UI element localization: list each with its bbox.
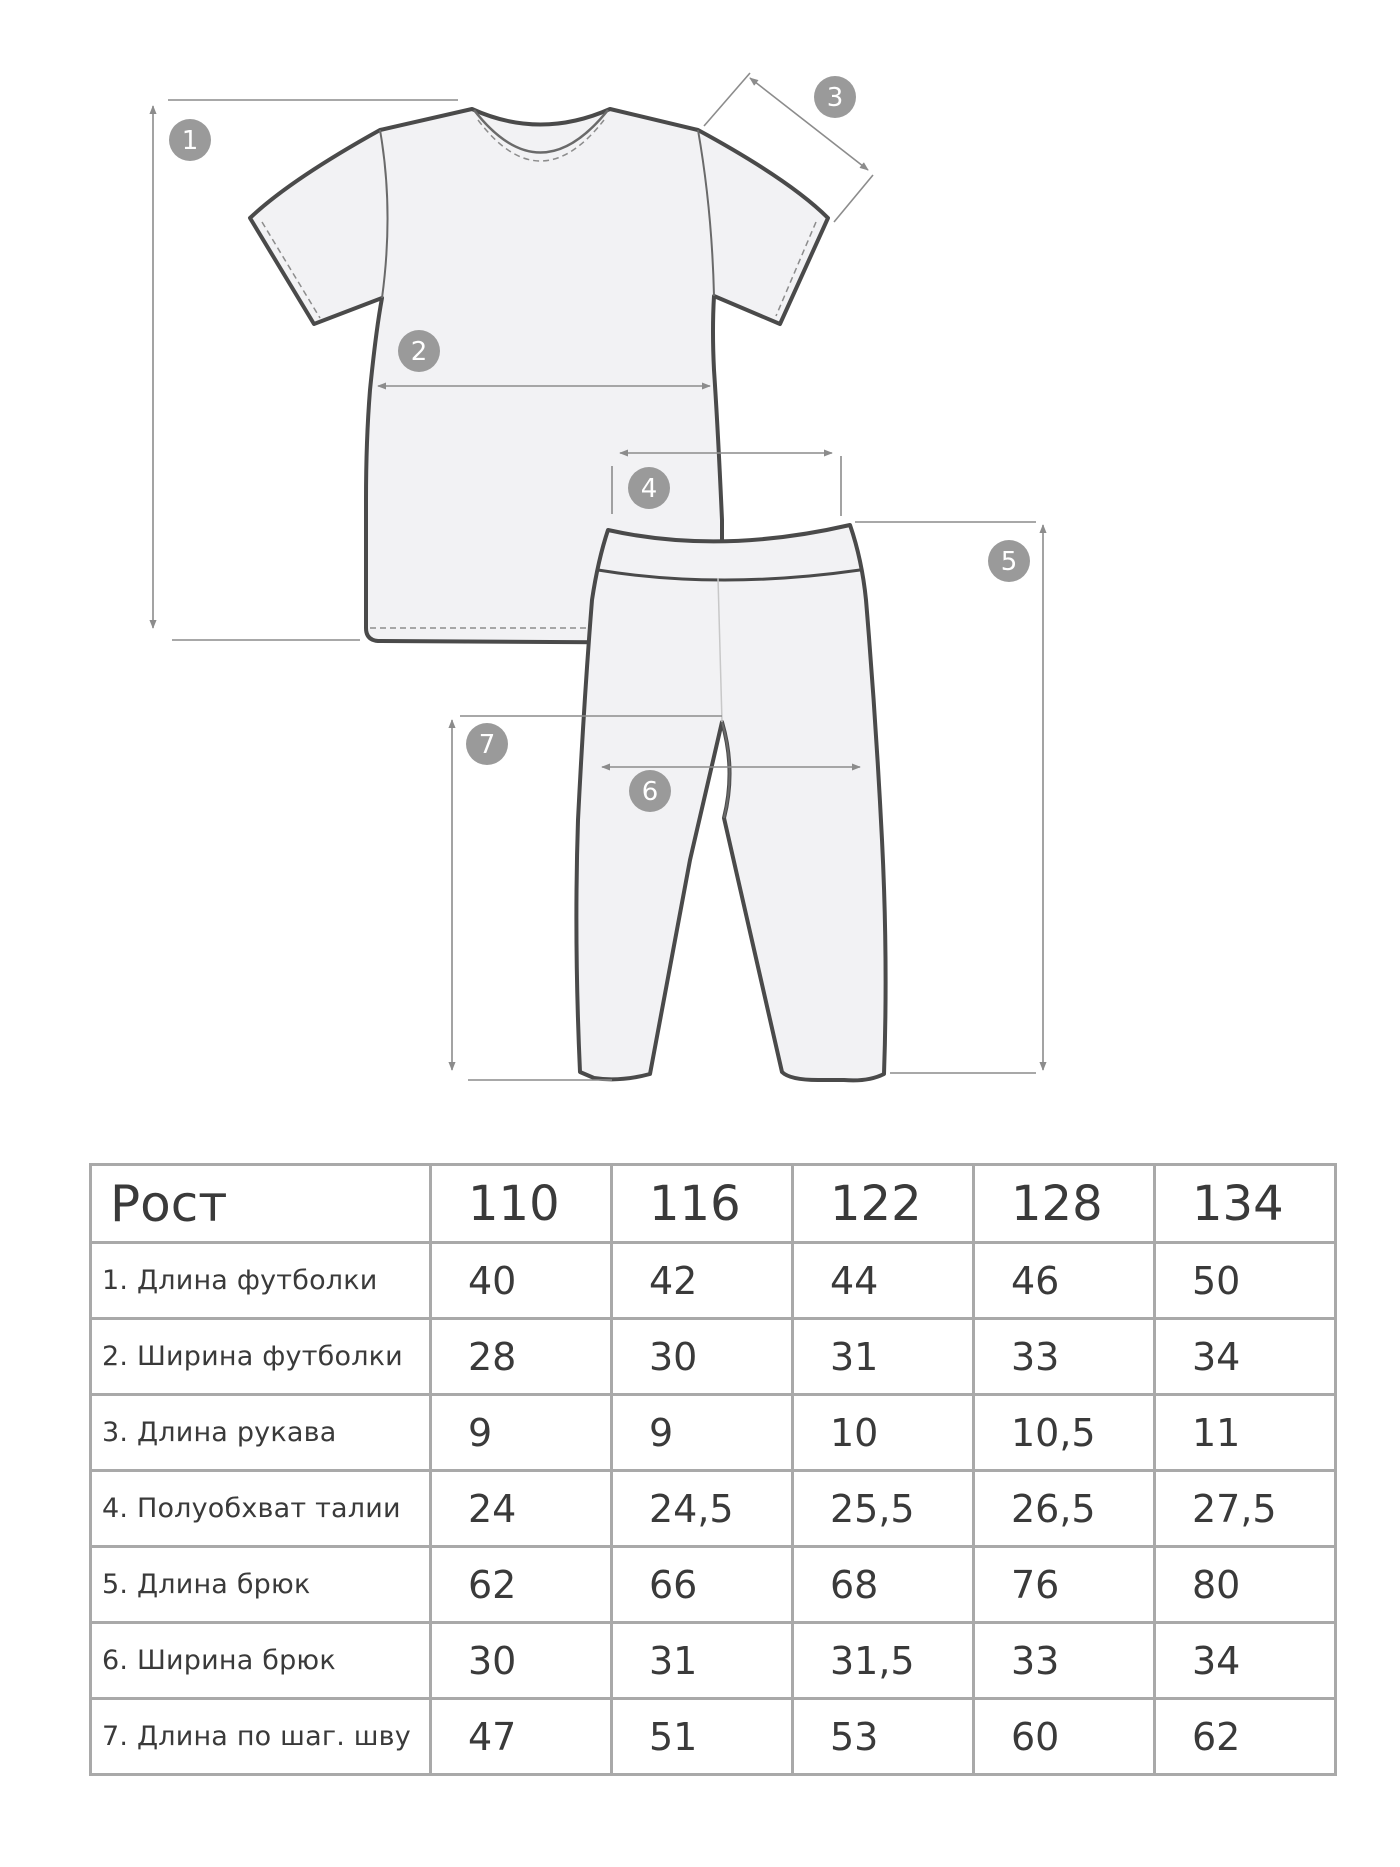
header-size: 128 bbox=[974, 1165, 1155, 1243]
table-cell: 9 bbox=[431, 1395, 612, 1471]
table-cell: 40 bbox=[431, 1243, 612, 1319]
header-size: 134 bbox=[1155, 1165, 1336, 1243]
table-cell: 10 bbox=[793, 1395, 974, 1471]
table-cell: 31 bbox=[793, 1319, 974, 1395]
table-cell: 26,5 bbox=[974, 1471, 1155, 1547]
table-cell: 76 bbox=[974, 1547, 1155, 1623]
row-label: 4. Полуобхват талии bbox=[91, 1471, 431, 1547]
table-cell: 50 bbox=[1155, 1243, 1336, 1319]
table-cell: 42 bbox=[612, 1243, 793, 1319]
table-cell: 53 bbox=[793, 1699, 974, 1775]
badge-2 bbox=[398, 330, 440, 372]
table-row bbox=[91, 1471, 1336, 1547]
table-cell: 9 bbox=[612, 1395, 793, 1471]
table-cell: 51 bbox=[612, 1699, 793, 1775]
svg-text:5: 5 bbox=[1000, 547, 1018, 577]
badge-5 bbox=[988, 540, 1030, 582]
table-cell: 62 bbox=[1155, 1699, 1336, 1775]
table-cell: 31,5 bbox=[793, 1623, 974, 1699]
table-row bbox=[91, 1547, 1336, 1623]
table-cell: 60 bbox=[974, 1699, 1155, 1775]
svg-text:7: 7 bbox=[478, 730, 496, 760]
table-cell: 10,5 bbox=[974, 1395, 1155, 1471]
table-cell: 33 bbox=[974, 1623, 1155, 1699]
row-label: 7. Длина по шаг. шву bbox=[91, 1699, 431, 1775]
table-cell: 34 bbox=[1155, 1319, 1336, 1395]
row-label: 1. Длина футболки bbox=[91, 1243, 431, 1319]
svg-text:2: 2 bbox=[410, 337, 428, 367]
svg-text:1: 1 bbox=[181, 126, 199, 156]
row-label: 5. Длина брюк bbox=[91, 1547, 431, 1623]
table-cell: 25,5 bbox=[793, 1471, 974, 1547]
row-label: 6. Ширина брюк bbox=[91, 1623, 431, 1699]
pants-illustration bbox=[576, 525, 885, 1080]
svg-text:6: 6 bbox=[641, 777, 659, 807]
table-cell: 11 bbox=[1155, 1395, 1336, 1471]
table-row bbox=[91, 1699, 1336, 1775]
table-cell: 30 bbox=[431, 1623, 612, 1699]
table-cell: 47 bbox=[431, 1699, 612, 1775]
table-cell: 34 bbox=[1155, 1623, 1336, 1699]
svg-text:3: 3 bbox=[826, 83, 844, 113]
badge-1 bbox=[169, 119, 211, 161]
table-row bbox=[91, 1395, 1336, 1471]
table-cell: 24,5 bbox=[612, 1471, 793, 1547]
svg-text:4: 4 bbox=[640, 474, 658, 504]
badge-4 bbox=[628, 467, 670, 509]
header-height-label: Рост bbox=[91, 1165, 431, 1243]
table-row bbox=[91, 1623, 1336, 1699]
table-cell: 46 bbox=[974, 1243, 1155, 1319]
row-label: 2. Ширина футболки bbox=[91, 1319, 431, 1395]
table-cell: 68 bbox=[793, 1547, 974, 1623]
table-cell: 44 bbox=[793, 1243, 974, 1319]
table-row bbox=[91, 1319, 1336, 1395]
table-cell: 30 bbox=[612, 1319, 793, 1395]
table-cell: 62 bbox=[431, 1547, 612, 1623]
table-cell: 27,5 bbox=[1155, 1471, 1336, 1547]
header-size: 116 bbox=[612, 1165, 793, 1243]
table-cell: 33 bbox=[974, 1319, 1155, 1395]
table-row bbox=[91, 1243, 1336, 1319]
table-cell: 31 bbox=[612, 1623, 793, 1699]
size-chart-table bbox=[89, 1163, 1337, 1776]
row-label: 3. Длина рукава bbox=[91, 1395, 431, 1471]
table-header-row bbox=[91, 1165, 1336, 1243]
badge-3 bbox=[814, 76, 856, 118]
header-size: 122 bbox=[793, 1165, 974, 1243]
header-size: 110 bbox=[431, 1165, 612, 1243]
badge-6 bbox=[629, 770, 671, 812]
badge-7 bbox=[466, 723, 508, 765]
table-cell: 66 bbox=[612, 1547, 793, 1623]
table-cell: 24 bbox=[431, 1471, 612, 1547]
table-cell: 80 bbox=[1155, 1547, 1336, 1623]
table-cell: 28 bbox=[431, 1319, 612, 1395]
